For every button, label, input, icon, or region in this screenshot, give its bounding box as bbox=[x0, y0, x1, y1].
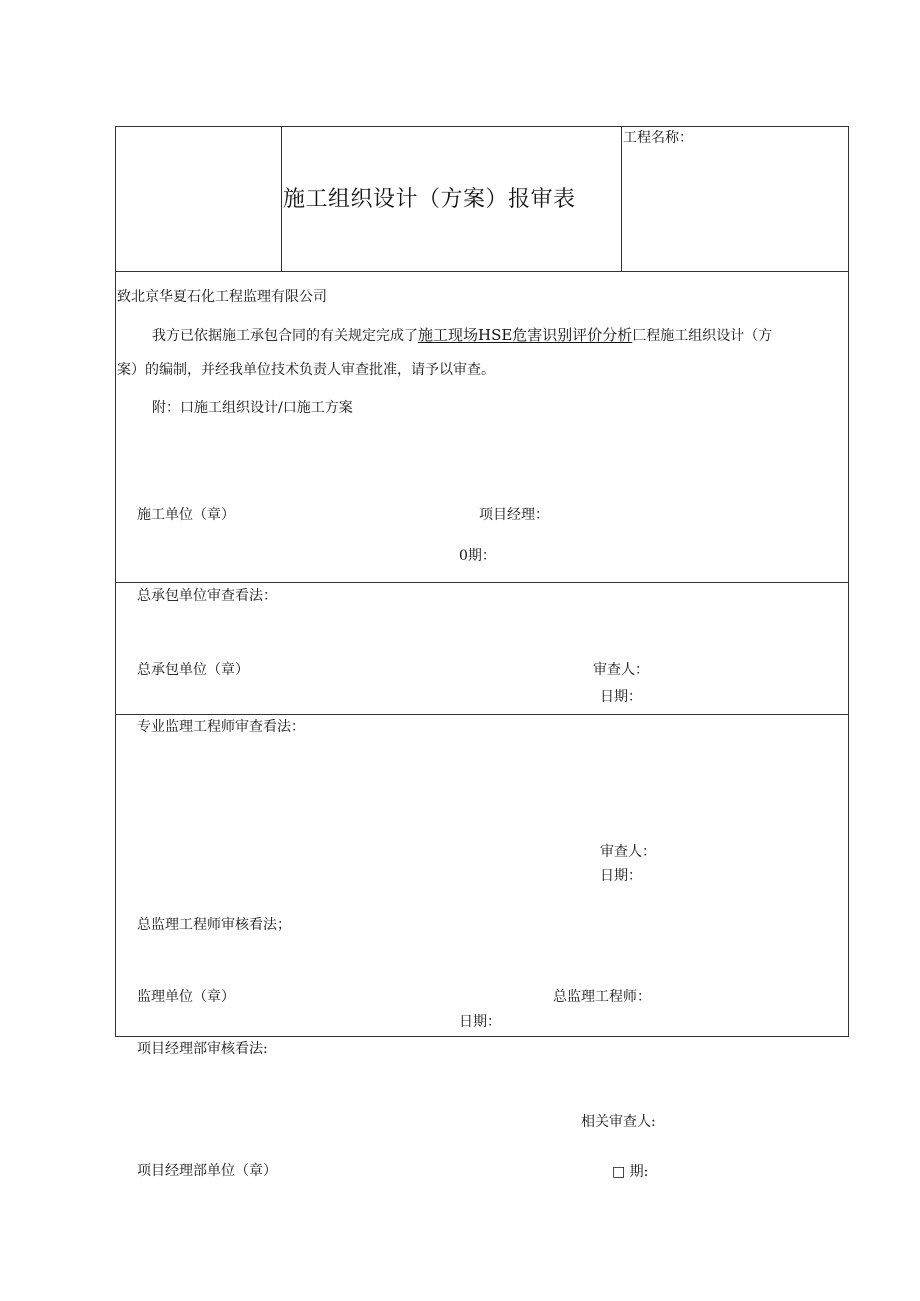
row-divider-header bbox=[115, 271, 849, 272]
related-reviewer-label: 相关审查人: bbox=[581, 1114, 656, 1130]
page-title: 施工组织设计（方案）报审表 bbox=[283, 187, 576, 212]
addressee: 致北京华夏石化工程监理有限公司 bbox=[117, 289, 327, 305]
project-name-label: 工程名称： bbox=[623, 130, 693, 146]
project-department-date-label: □ 期: bbox=[612, 1164, 649, 1180]
specialist-reviewer-label: 审查人： bbox=[600, 844, 656, 860]
row-divider-general-contractor bbox=[115, 714, 849, 715]
row-divider-submission bbox=[115, 582, 849, 583]
header-divider-2 bbox=[621, 126, 622, 272]
project-name-underlined: 施工现场HSE危害识别评价分析 bbox=[418, 326, 633, 344]
submission-body-line2: 案）的编制，并经我单位技术负责人审查批准，请予以审查。 bbox=[117, 362, 495, 378]
project-department-unit-label: 项目经理部单位（章） bbox=[137, 1163, 277, 1179]
project-manager-label: 项目经理： bbox=[479, 507, 549, 523]
supervision-unit-label: 监理单位（章） bbox=[137, 989, 235, 1005]
construction-unit-label: 施工单位（章） bbox=[137, 507, 235, 523]
general-contractor-date-label: 日期： bbox=[600, 689, 642, 705]
table-border-bottom bbox=[115, 1036, 849, 1037]
table-border-top bbox=[115, 126, 849, 127]
specialist-date-label: 日期： bbox=[600, 868, 642, 884]
submission-date-label: 0期： bbox=[459, 548, 496, 564]
general-contractor-unit-label: 总承包单位（章） bbox=[137, 662, 249, 678]
chief-opinion-label: 总监理工程师审核看法； bbox=[137, 917, 291, 933]
body-prefix: 我方已依据施工承包合同的有关规定完成了 bbox=[152, 328, 418, 344]
general-contractor-opinion-label: 总承包单位审查看法： bbox=[137, 588, 277, 604]
attachment-line: 附：口施工组织设计/口施工方案 bbox=[152, 400, 353, 416]
general-contractor-reviewer-label: 审查人： bbox=[593, 662, 649, 678]
chief-supervisor-label: 总监理工程师： bbox=[553, 989, 651, 1005]
chief-date-label: 日期： bbox=[459, 1014, 501, 1030]
project-department-opinion-label: 项目经理部审核看法: bbox=[137, 1041, 268, 1057]
submission-body-line1 bbox=[152, 326, 772, 345]
body-suffix: 匚程施工组织设计（方 bbox=[632, 328, 773, 344]
specialist-opinion-label: 专业监理工程师审查看法： bbox=[137, 719, 305, 735]
header-divider-1 bbox=[281, 126, 282, 272]
